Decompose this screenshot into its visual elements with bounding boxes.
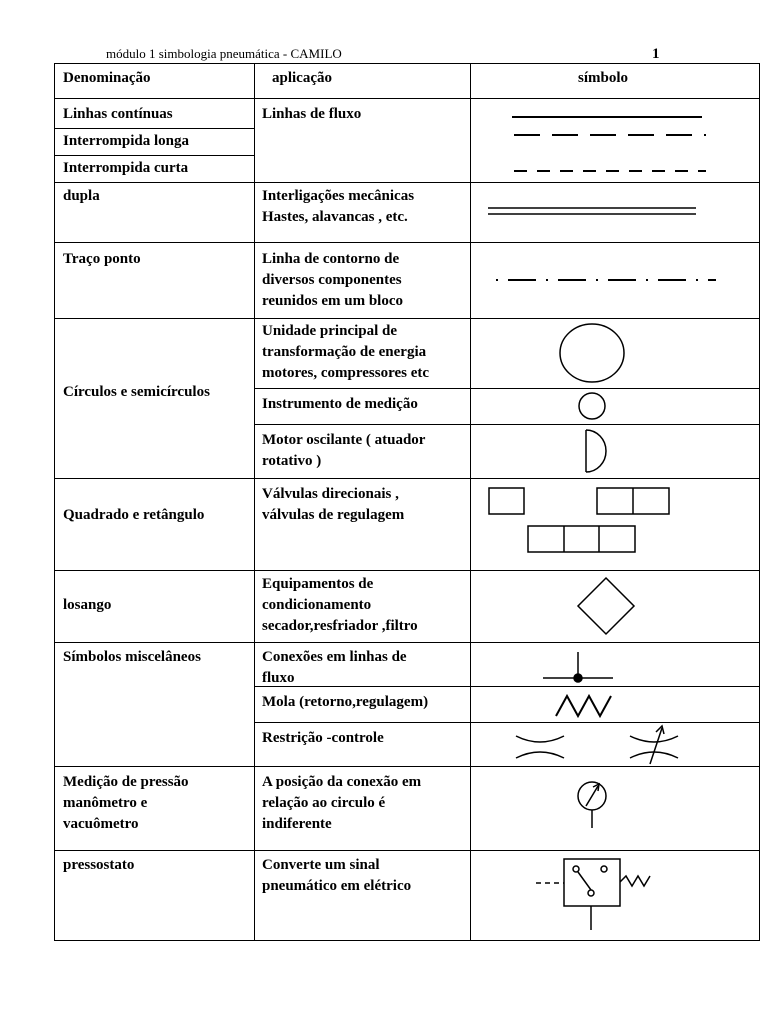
- row-linhas-continuas: Linhas contínuas: [63, 106, 173, 122]
- connection-symbol: [543, 652, 613, 682]
- large-circle-symbol: [560, 324, 624, 382]
- row-misc: Símbolos miscelâneos: [63, 649, 201, 665]
- controlled-restriction-symbol: [630, 726, 678, 764]
- square-symbol: [489, 488, 524, 514]
- row-interrompida-longa: Interrompida longa: [63, 133, 189, 149]
- app-misc-restricao: Restrição -controle: [262, 730, 384, 746]
- app-med-line: A posição da conexão em: [262, 774, 422, 790]
- app-los-line: secador,resfriador ,filtro: [262, 618, 418, 634]
- column-header-aplicacao: aplicação: [272, 70, 332, 86]
- row-medicao-line: Medição de pressão: [63, 774, 189, 790]
- triple-square-symbol: [528, 526, 635, 552]
- app-traco-line: reunidos em um bloco: [262, 293, 403, 309]
- app-traco-line: Linha de contorno de: [262, 251, 400, 267]
- app-quad-line: válvulas de regulagem: [262, 507, 405, 523]
- row-pressostato: pressostato: [63, 857, 135, 873]
- row-quadrado: Quadrado e retângulo: [63, 507, 205, 523]
- row-dupla: dupla: [63, 188, 100, 204]
- diamond-symbol: [578, 578, 634, 634]
- row-traco-ponto: Traço ponto: [63, 251, 141, 267]
- app-med-line: indiferente: [262, 816, 332, 832]
- column-header-simbolo: símbolo: [578, 70, 629, 86]
- app-los-line: condicionamento: [262, 597, 372, 613]
- double-square-symbol: [597, 488, 669, 514]
- pressure-switch-symbol: [536, 859, 650, 930]
- row-medicao-line: manômetro e: [63, 795, 148, 811]
- semicircle-symbol: [586, 430, 606, 472]
- spring-symbol: [556, 696, 611, 716]
- app-motor-line: rotativo ): [262, 453, 322, 469]
- app-misc-line: Conexões em linhas de: [262, 649, 407, 665]
- row-medicao-line: vacuômetro: [63, 816, 139, 832]
- app-dupla-line: Hastes, alavancas , etc.: [262, 209, 408, 225]
- pressure-gauge-symbol: [578, 782, 606, 828]
- app-circulo-instrumento: Instrumento de medição: [262, 396, 418, 412]
- app-misc-mola: Mola (retorno,regulagem): [262, 694, 429, 710]
- app-circ-line: Unidade principal de: [262, 323, 398, 339]
- app-misc-line: fluxo: [262, 670, 295, 686]
- app-circ-line: transformação de energia: [262, 344, 427, 360]
- row-interrompida-curta: Interrompida curta: [63, 160, 189, 176]
- app-los-line: Equipamentos de: [262, 576, 374, 592]
- restriction-symbol: [516, 736, 564, 758]
- small-circle-symbol: [579, 393, 605, 419]
- app-press-line: Converte um sinal: [262, 857, 380, 873]
- app-press-line: pneumático em elétrico: [262, 878, 412, 894]
- app-circ-line: motores, compressores etc: [262, 365, 430, 381]
- app-dupla-line: Interligações mecânicas: [262, 188, 415, 204]
- app-linhas-fluxo: Linhas de fluxo: [262, 106, 362, 122]
- column-header-denominacao: Denominação: [63, 70, 151, 86]
- app-quad-line: Válvulas direcionais ,: [262, 486, 399, 502]
- row-losango: losango: [63, 597, 112, 613]
- page-number: 1: [652, 46, 660, 62]
- app-motor-line: Motor oscilante ( atuador: [262, 432, 426, 448]
- header-title: módulo 1 simbologia pneumática - CAMILO: [106, 46, 342, 61]
- app-med-line: relação ao circulo é: [262, 795, 386, 811]
- row-circulos: Círculos e semicírculos: [63, 384, 210, 400]
- app-traco-line: diversos componentes: [262, 272, 402, 288]
